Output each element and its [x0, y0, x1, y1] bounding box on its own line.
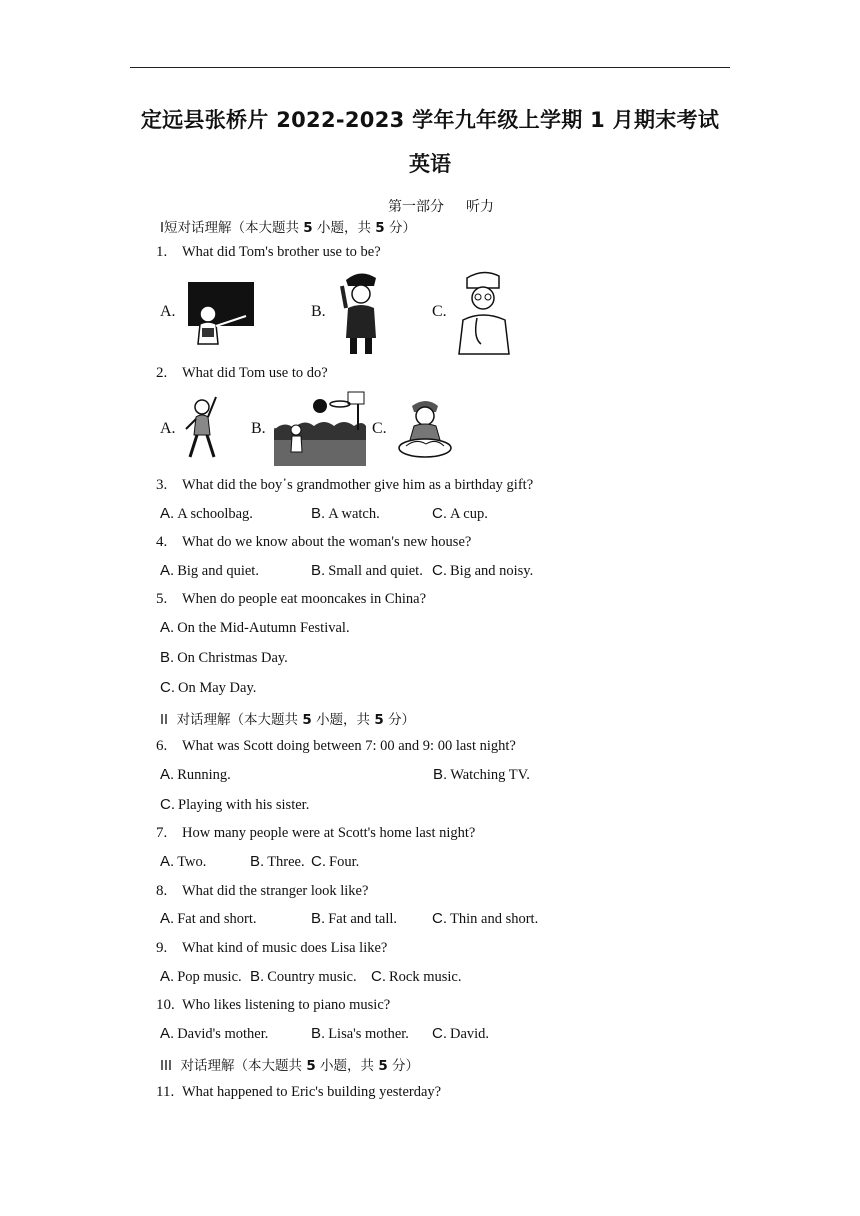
doctor-picture-icon: [455, 268, 513, 356]
q9-option-b[interactable]: B. Country music.: [250, 968, 357, 985]
teacher-picture-icon: [184, 280, 256, 346]
q4-option-a[interactable]: A. Big and quiet.: [160, 562, 259, 579]
q2-option-a-label: A.: [160, 420, 176, 437]
q10-option-c[interactable]: C. David.: [432, 1025, 490, 1042]
q5-option-b[interactable]: B. On Christmas Day.: [160, 649, 288, 666]
question-5: 5. When do people eat mooncakes in China?: [156, 591, 427, 607]
q6-option-c[interactable]: C. Playing with his sister.: [160, 796, 310, 813]
exercising-boy-picture-icon: [182, 393, 222, 461]
q8-option-c[interactable]: C. Thin and short.: [432, 910, 539, 927]
section-heading-1: Ⅰ短对话理解（本大题共 5 小题，共 5 分）: [160, 220, 416, 236]
q8-option-b[interactable]: B. Fat and tall.: [311, 910, 398, 927]
question-7: 7. How many people were at Scott's home last night?: [156, 825, 476, 841]
q1-option-b-label: B.: [311, 303, 326, 320]
washing-clothes-picture-icon: [396, 394, 454, 460]
q6-option-b[interactable]: B. Watching TV.: [433, 766, 530, 783]
part-heading: [388, 196, 516, 216]
q6-option-a[interactable]: A. Running.: [160, 766, 231, 783]
question-2: 2. What did Tom use to do?: [156, 365, 328, 381]
q9-option-c[interactable]: C. Rock music.: [371, 968, 462, 985]
q3-option-a[interactable]: A. A schoolbag.: [160, 505, 253, 522]
basketball-picture-icon: [274, 390, 366, 466]
question-8: 8. What did the stranger look like?: [156, 883, 369, 899]
question-6: 6. What was Scott doing between 7: 00 and 9: 00 last night?: [156, 738, 516, 754]
header-rule: [130, 67, 730, 68]
q10-option-a[interactable]: A. David's mother.: [160, 1025, 269, 1042]
q1-option-c-label: C.: [432, 303, 447, 320]
q3-option-b[interactable]: B. A watch.: [311, 505, 380, 522]
exam-title: 定远县张桥片 2022-2023 学年九年级上学期 1 月期末考试: [140, 108, 720, 132]
question-11: 11. What happened to Eric's building yesterday?: [156, 1084, 442, 1100]
question-9: 9. What kind of music does Lisa like?: [156, 940, 388, 956]
q7-option-c[interactable]: C. Four.: [311, 853, 360, 870]
q10-option-b[interactable]: B. Lisa's mother.: [311, 1025, 409, 1042]
q2-option-c-label: C.: [372, 420, 387, 437]
section-heading-3: III 对话理解（本大题共 5 小题，共 5 分）: [160, 1058, 420, 1074]
question-3: 3. What did the boy᾽s grandmother give him as a birthday gift?: [156, 477, 534, 493]
part-label: 听力: [466, 199, 494, 215]
q2-option-b-label: B.: [251, 420, 266, 437]
section-heading-2: II 对话理解（本大题共 5 小题，共 5 分）: [160, 712, 416, 728]
q5-option-c[interactable]: C. On May Day.: [160, 679, 257, 696]
q8-option-a[interactable]: A. Fat and short.: [160, 910, 257, 927]
q5-option-a[interactable]: A. On the Mid-Autumn Festival.: [160, 619, 350, 636]
part-name: 第一部分: [388, 199, 444, 215]
question-10: 10. Who likes listening to piano music?: [156, 997, 391, 1013]
police-officer-picture-icon: [336, 268, 386, 356]
q1-option-a-label: A.: [160, 303, 176, 320]
exam-subject: 英语: [409, 152, 451, 176]
question-4: 4. What do we know about the woman's new house?: [156, 534, 472, 550]
q9-option-a[interactable]: A. Pop music.: [160, 968, 242, 985]
q4-option-c[interactable]: C. Big and noisy.: [432, 562, 534, 579]
q7-option-a[interactable]: A. Two.: [160, 853, 207, 870]
q3-option-c[interactable]: C. A cup.: [432, 505, 488, 522]
question-1: 1. What did Tom's brother use to be?: [156, 244, 381, 260]
q7-option-b[interactable]: B. Three.: [250, 853, 305, 870]
q4-option-b[interactable]: B. Small and quiet.: [311, 562, 423, 579]
